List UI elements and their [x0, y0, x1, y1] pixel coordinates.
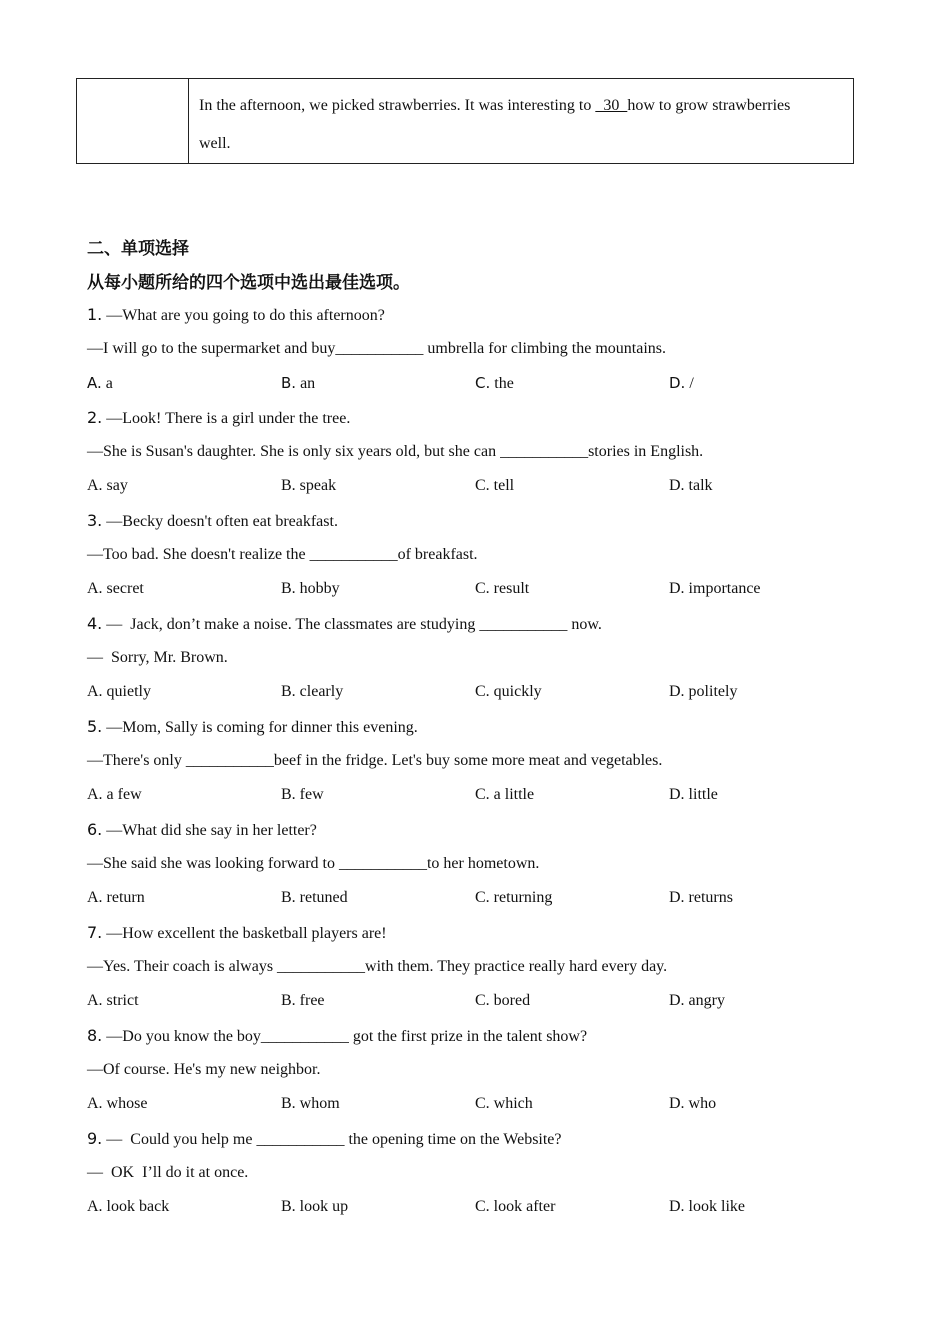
- question-prompt: — Jack, don’t make a noise. The classmates are studying ___________ now.: [102, 616, 602, 633]
- section-instruction: 从每小题所给的四个选项中选出最佳选项。: [87, 273, 410, 293]
- question-response: —I will go to the supermarket and buy___________ umbrella for climbing the mountains.: [87, 340, 667, 357]
- option-a[interactable]: A. secret: [87, 580, 144, 597]
- options-row: [87, 675, 867, 709]
- option-b[interactable]: B. look up: [281, 1198, 349, 1215]
- option-b[interactable]: B. hobby: [281, 580, 340, 597]
- question-response: —There's only ___________beef in the fridge. Let's buy some more meat and vegetables.: [87, 752, 663, 769]
- option-a[interactable]: A. whose: [87, 1095, 148, 1112]
- options-row: [87, 1190, 867, 1224]
- question-number: 2.: [87, 408, 103, 427]
- option-d[interactable]: D. look like: [669, 1198, 745, 1215]
- options-row: [87, 778, 867, 812]
- question-2: [87, 401, 867, 504]
- table-text-before: In the afternoon, we picked strawberries. It was interesting to: [199, 97, 596, 114]
- question-response: — OK I’ll do it at once.: [87, 1164, 249, 1181]
- table-right-cell: [199, 87, 843, 163]
- question-4: [87, 607, 867, 710]
- section-title: 二、单项选择: [87, 239, 189, 259]
- options-row: [87, 366, 867, 400]
- question-response: —She is Susan's daughter. She is only six years old, but she can ___________stories in English.: [87, 443, 704, 460]
- option-a[interactable]: A. strict: [87, 992, 139, 1009]
- option-c[interactable]: C. result: [475, 580, 530, 597]
- question-response: —Of course. He's my new neighbor.: [87, 1061, 321, 1078]
- options-row: [87, 469, 867, 503]
- option-c[interactable]: C. tell: [475, 477, 515, 494]
- question-number: 4.: [87, 614, 103, 633]
- question-number: 9.: [87, 1129, 103, 1148]
- option-a[interactable]: A. quietly: [87, 683, 151, 700]
- option-c[interactable]: C. which: [475, 1095, 533, 1112]
- option-a[interactable]: A. say: [87, 477, 128, 494]
- option-c[interactable]: C. look after: [475, 1198, 556, 1215]
- option-b[interactable]: B. few: [281, 786, 324, 803]
- option-c[interactable]: C. returning: [475, 889, 553, 906]
- question-response: —Yes. Their coach is always ___________with them. They practice really hard every day.: [87, 958, 668, 975]
- option-d[interactable]: D. talk: [669, 477, 713, 494]
- question-number: 3.: [87, 511, 103, 530]
- question-5: [87, 710, 867, 813]
- option-c[interactable]: C. quickly: [475, 683, 542, 700]
- option-d[interactable]: D. politely: [669, 683, 738, 700]
- option-c[interactable]: C. a little: [475, 786, 535, 803]
- blank-number: 30: [595, 97, 628, 114]
- table-text-line2: well.: [199, 135, 231, 152]
- question-prompt: —What are you going to do this afternoon?: [102, 307, 385, 324]
- option-c[interactable]: C. the: [475, 374, 514, 392]
- question-number: 1.: [87, 305, 103, 324]
- question-6: [87, 813, 867, 916]
- option-b[interactable]: B. free: [281, 992, 325, 1009]
- question-1: [87, 298, 867, 401]
- question-3: [87, 504, 867, 607]
- option-d[interactable]: D. who: [669, 1095, 717, 1112]
- options-row: [87, 984, 867, 1018]
- question-number: 8.: [87, 1026, 103, 1045]
- option-a[interactable]: A. a few: [87, 786, 142, 803]
- option-a[interactable]: A. look back: [87, 1198, 170, 1215]
- question-prompt: —Mom, Sally is coming for dinner this evening.: [102, 719, 418, 736]
- table-left-cell: [77, 79, 189, 163]
- question-prompt: —Look! There is a girl under the tree.: [102, 410, 351, 427]
- question-prompt: —How excellent the basketball players are!: [102, 925, 387, 942]
- option-d[interactable]: D. /: [669, 374, 694, 392]
- option-a[interactable]: A. return: [87, 889, 145, 906]
- option-b[interactable]: B. clearly: [281, 683, 344, 700]
- question-number: 7.: [87, 923, 103, 942]
- option-b[interactable]: B. speak: [281, 477, 337, 494]
- question-prompt: —Do you know the boy___________ got the first prize in the talent show?: [102, 1028, 588, 1045]
- option-b[interactable]: B. whom: [281, 1095, 340, 1112]
- option-d[interactable]: D. little: [669, 786, 718, 803]
- question-list: [87, 298, 867, 1225]
- question-number: 5.: [87, 717, 103, 736]
- question-8: [87, 1019, 867, 1122]
- question-prompt: — Could you help me ___________ the opening time on the Website?: [102, 1131, 562, 1148]
- option-d[interactable]: D. importance: [669, 580, 761, 597]
- options-row: [87, 572, 867, 606]
- option-b[interactable]: B. retuned: [281, 889, 348, 906]
- question-prompt: —What did she say in her letter?: [102, 822, 317, 839]
- option-b[interactable]: B. an: [281, 374, 316, 392]
- question-response: — Sorry, Mr. Brown.: [87, 649, 228, 666]
- option-d[interactable]: D. returns: [669, 889, 733, 906]
- option-d[interactable]: D. angry: [669, 992, 725, 1009]
- question-prompt: —Becky doesn't often eat breakfast.: [102, 513, 338, 530]
- question-number: 6.: [87, 820, 103, 839]
- option-a[interactable]: A. a: [87, 374, 113, 392]
- cloze-table: [76, 78, 854, 164]
- question-response: —Too bad. She doesn't realize the ___________of breakfast.: [87, 546, 478, 563]
- options-row: [87, 881, 867, 915]
- question-response: —She said she was looking forward to ___________to her hometown.: [87, 855, 540, 872]
- table-text-after: how to grow strawberries: [627, 97, 791, 114]
- options-row: [87, 1087, 867, 1121]
- option-c[interactable]: C. bored: [475, 992, 531, 1009]
- question-7: [87, 916, 867, 1019]
- question-9: [87, 1122, 867, 1225]
